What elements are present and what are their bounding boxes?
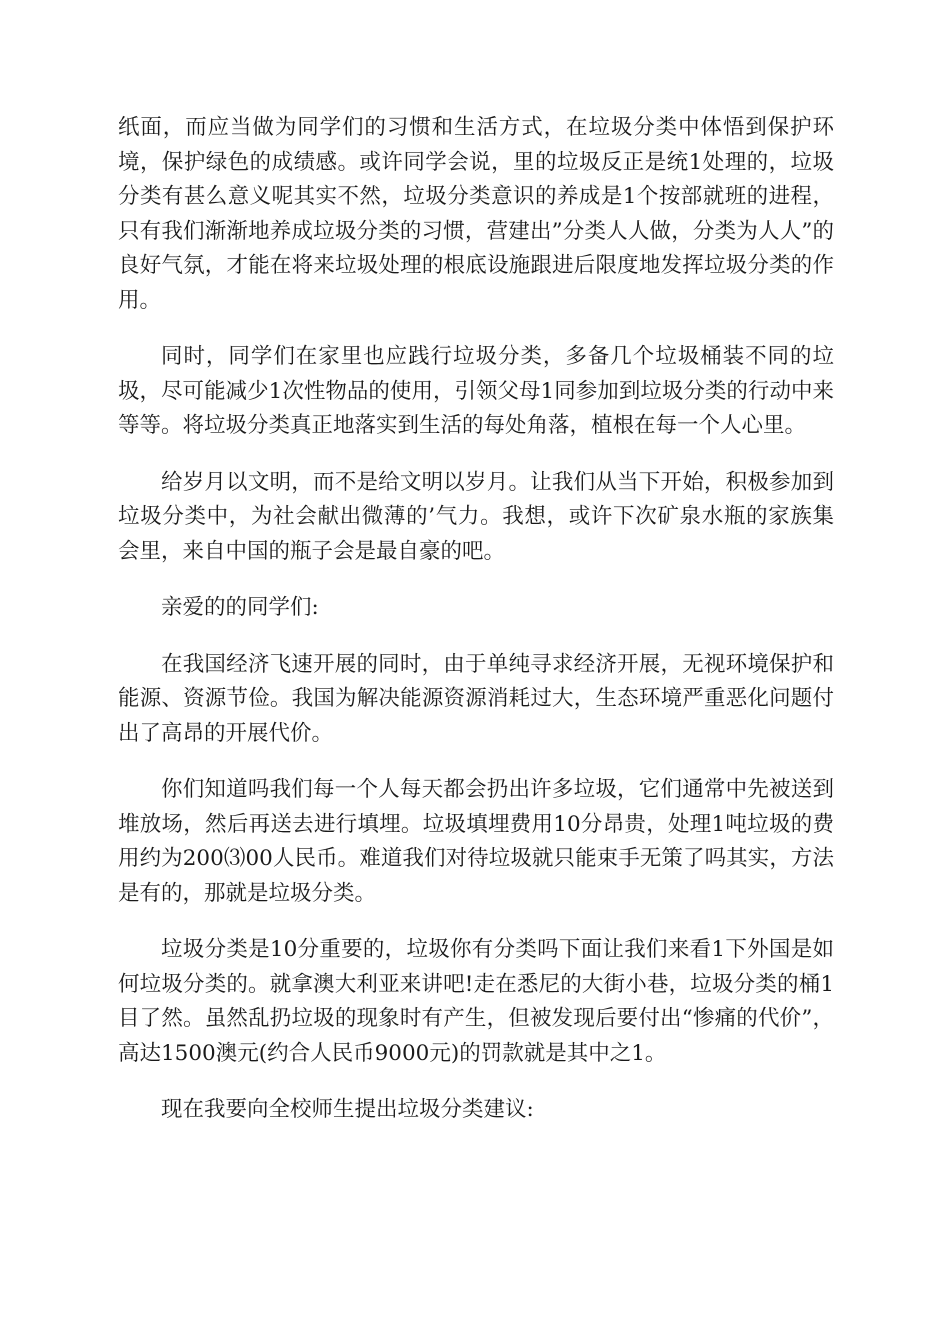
document-body	[118, 111, 834, 1128]
paragraph-1: 纸面，而应当做为同学们的习惯和生活方式，在垃圾分类中体悟到保护环境，保护绿色的成绩感。或许同学会说，里的垃圾反正是统1处理的，垃圾分类有甚么意义呢其实不然，垃圾分类意识的养成是1个按部就班的进程，只有我们渐渐地养成垃圾分类的习惯，营建出”分类人人做，分类为人人”的良好气氛，才能在将来垃圾处理的根底设施跟进后限度地发挥垃圾分类的作用。	[118, 115, 834, 313]
paragraph-6: 你们知道吗我们每一个人每天都会扔出许多垃圾，它们通常中先被送到堆放场，然后再送去进行填埋。垃圾填埋费用10分昂贵，处理1吨垃圾的费用约为200⑶00人民币。难道我们对待垃圾就只能束手无策了吗其实，方法是有的，那就是垃圾分类。	[118, 777, 834, 906]
paragraph-7: 垃圾分类是10分重要的，垃圾你有分类吗下面让我们来看1下外国是如何垃圾分类的。就拿澳大利亚来讲吧!走在悉尼的大街小巷，垃圾分类的桶1目了然。虽然乱扔垃圾的现象时有产生，但被发现后要付出“惨痛的代价”，高达1500澳元(约合人民币9000元)的罚款就是其中之1。	[118, 937, 834, 1066]
paragraph-2: 同时，同学们在家里也应践行垃圾分类，多备几个垃圾桶装不同的垃圾，尽可能减少1次性物品的使用，引领父母1同参加到垃圾分类的行动中来等等。将垃圾分类真正地落实到生活的每处角落，植根在每一个人心里。	[118, 344, 834, 438]
paragraph-5: 在我国经济飞速开展的同时，由于单纯寻求经济开展，无视环境保护和能源、资源节俭。我国为解决能源资源消耗过大，生态环境严重恶化问题付出了高昂的开展代价。	[118, 651, 834, 746]
paragraph-8: 现在我要向全校师生提出垃圾分类建议:	[161, 1097, 534, 1122]
paragraph-3: 给岁月以文明，而不是给文明以岁月。让我们从当下开始，积极参加到垃圾分类中，为社会献出微薄的’气力。我想，或许下次矿泉水瓶的家族集会里，来自中国的瓶子会是最自豪的吧。	[118, 469, 834, 564]
paragraph-4: 亲爱的的同学们:	[161, 595, 319, 620]
